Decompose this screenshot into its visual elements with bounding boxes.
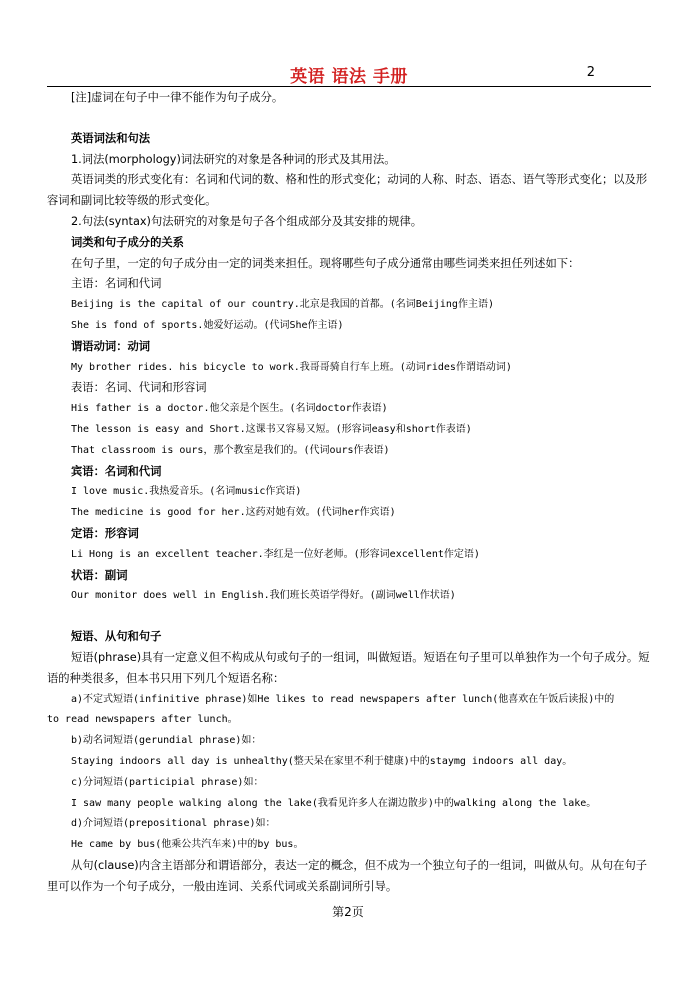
- page-footer: 第2页: [332, 905, 364, 919]
- text-line: He came by bus(他乘公共汽车来)中的by bus。: [71, 839, 304, 851]
- text-line: 英语词类的形式变化有：名词和代词的数、格和性的形式变化；动词的人称、时态、语态、语气等形式变化；以及形容词和副词比较等级的形式变化。: [47, 173, 648, 208]
- section-heading: 短语、从句和句子: [71, 630, 162, 644]
- text-line: Li Hong is an excellent teacher.李红是一位好老师。(形容词excellent作定语): [71, 548, 480, 560]
- text-line: d)介词短语(prepositional phrase)如：: [71, 818, 276, 830]
- section-heading: 英语词法和句法: [71, 131, 151, 145]
- blank-line: [47, 109, 651, 129]
- section-heading: 谓语动词：动词: [71, 339, 151, 353]
- section-heading: 宾语：名词和代词: [71, 464, 162, 478]
- text-line: His father is a doctor.他父亲是个医生。(名词doctor作表语): [71, 403, 388, 415]
- text-line: I saw many people walking along the lake(我看见许多人在湖边散步)中的walking along the lake。: [71, 797, 597, 809]
- blank-line: [47, 607, 651, 627]
- text-line: She is fond of sports.她爱好运动。(代词She作主语): [71, 319, 344, 331]
- text-line: 2.句法(syntax)句法研究的对象是句子各个组成部分及其安排的规律。: [71, 214, 423, 228]
- text-line: My brother rides. his bicycle to work.我哥哥骑自行车上班。(动词rides作谓语动词): [71, 361, 512, 373]
- text-line: 主语：名词和代词: [71, 277, 162, 291]
- header-page-number: 2: [586, 65, 595, 80]
- text-line: The medicine is good for her.这药对她有效。(代词her作宾语): [71, 507, 396, 519]
- text-line: 短语(phrase)具有一定意义但不构成从句或句子的一组词，叫做短语。短语在句子里可以单独作为一个句子成分。短语的种类很多，但本书只用下列几个短语名称：: [47, 650, 650, 685]
- section-heading: 定语：形容词: [71, 526, 139, 540]
- text-line: to read newspapers after lunch。: [47, 714, 238, 726]
- text-line: 从句(clause)内含主语部分和谓语部分，表达一定的概念，但不成为一个独立句子的一组词，叫做从句。从句在句子里可以作为一个句子成分，一般由连词、关系代词或关系副词所引导。: [47, 858, 648, 893]
- text-line: Our monitor does well in English.我们班长英语学得好。(副词well作状语): [71, 590, 456, 602]
- text-line: b)动名词短语(gerundial phrase)如：: [71, 735, 262, 747]
- text-line: 表语：名词、代词和形容词: [71, 381, 207, 395]
- text-line: [注]虚词在句子中一律不能作为句子成分。: [71, 91, 284, 104]
- text-line: 1.词法(morphology)词法研究的对象是各种词的形式及其用法。: [71, 152, 396, 166]
- text-line: 在句子里，一定的句子成分由一定的词类来担任。现将哪些句子成分通常由哪些词类来担任列述如下：: [71, 256, 580, 270]
- section-heading: 词类和句子成分的关系: [71, 235, 184, 249]
- text-line: That classroom is ours，那个教室是我们的。(代词ours作表语): [71, 444, 390, 456]
- text-line: a)不定式短语(infinitive phrase)如He likes to read newspapers after lunch(他喜欢在午饭后读报)中的: [71, 693, 615, 705]
- text-line: The lesson is easy and Short.这课书又容易又短。(形容词easy和short作表语): [71, 423, 472, 435]
- text-line: Beijing is the capital of our country.北京是我国的首都。(名词Beijing作主语): [71, 299, 494, 311]
- text-line: I love music.我热爱音乐。(名词music作宾语): [71, 486, 302, 498]
- section-heading: 状语：副词: [71, 568, 128, 582]
- text-line: Staying indoors all day is unhealthy(整天呆在家里不利于健康)中的staymg indoors all day。: [71, 755, 573, 767]
- document-title: 英语 语法 手册: [290, 67, 408, 87]
- text-line: c)分词短语(participial phrase)如：: [71, 776, 264, 788]
- document-body: [47, 88, 651, 897]
- page-header: [47, 60, 651, 87]
